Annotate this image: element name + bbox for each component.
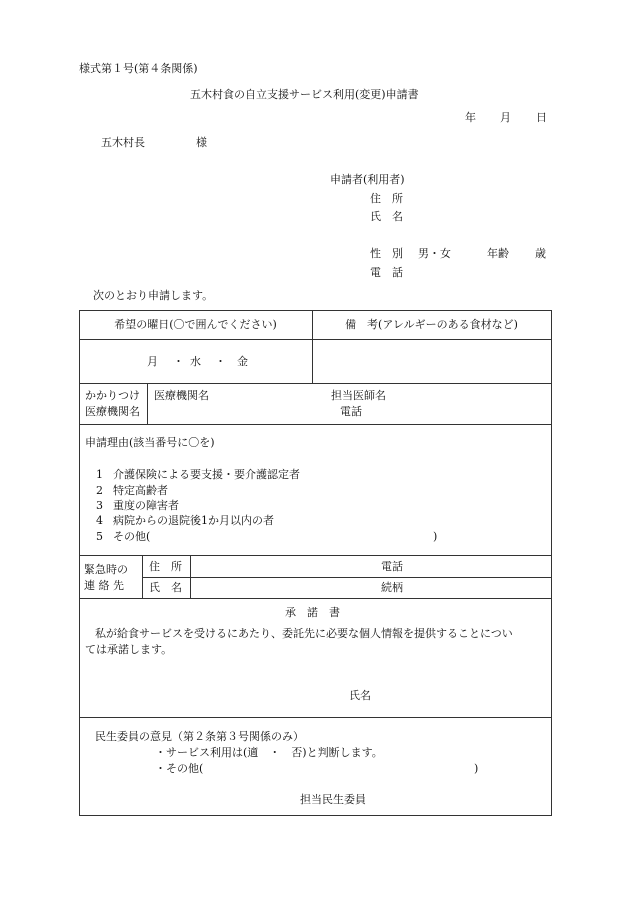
welfare-other-line: ・その他( <box>155 762 204 775</box>
applicant-age-unit: 歳 <box>535 247 546 260</box>
clinic-label-line2: 医療機関名 <box>85 405 140 418</box>
reason-text: 病院からの退院後1か月以内の者 <box>113 514 274 527</box>
welfare-heading: 民生委員の意見（第２条第３号関係のみ） <box>95 730 304 743</box>
clinic-institution-label: 医療機関名 <box>154 389 209 402</box>
applicant-gender-options: 男・女 <box>418 247 451 260</box>
emergency-relation-label: 続柄 <box>381 581 403 594</box>
addressee-honorific: 様 <box>196 136 207 149</box>
clinic-doctor-label: 担当医師名 <box>331 389 386 402</box>
clinic-phone-label: 電話 <box>340 405 362 418</box>
reason-text: その他( <box>113 530 151 543</box>
consent-text-line2: ては承諾します。 <box>85 643 173 656</box>
emergency-label-line1: 緊急時の <box>84 563 128 576</box>
reason-heading: 申請理由(該当番号に〇を) <box>85 436 215 449</box>
applicant-age-label: 年齢 <box>487 247 509 260</box>
consent-title: 承 諾 書 <box>285 606 340 619</box>
emergency-phone-label: 電話 <box>381 560 403 573</box>
applicant-address-label: 住 所 <box>370 192 403 205</box>
day-separator: ・ <box>215 355 226 368</box>
reason-text: 特定高齢者 <box>113 484 168 497</box>
clinic-label-line1: かかりつけ <box>85 389 140 402</box>
emergency-label-line2: 連 絡 先 <box>84 579 124 592</box>
date-year-label: 年 <box>465 111 476 124</box>
intro-text: 次のとおり申請します。 <box>93 289 214 302</box>
form-number: 様式第１号(第４条関係) <box>79 62 198 75</box>
welfare-signature-label: 担当民生委員 <box>300 793 366 806</box>
consent-text-line1: 私が給食サービスを受けるにあたり、委託先に必要な個人情報を提供することについ <box>95 627 513 640</box>
consent-name-label: 氏名 <box>349 689 371 702</box>
welfare-judgement-line: ・サービス利用は(適 ・ 否)と判断します。 <box>155 746 383 759</box>
reason-text: 介護保険による要支援・要介護認定者 <box>113 468 300 481</box>
reason-number: 1 <box>96 468 103 481</box>
applicant-phone-label: 電 話 <box>370 266 403 279</box>
day-monday: 月 <box>147 355 158 368</box>
applicant-gender-label: 性 別 <box>370 247 403 260</box>
day-separator: ・ <box>173 355 184 368</box>
applicant-heading: 申請者(利用者) <box>330 173 405 186</box>
emergency-address-label: 住 所 <box>149 560 182 573</box>
reason-other-close: ) <box>433 530 438 543</box>
days-header: 希望の曜日(〇で囲んでください) <box>114 318 277 331</box>
reason-text: 重度の障害者 <box>113 499 179 512</box>
addressee-name: 五木村長 <box>101 136 145 149</box>
reason-number: 4 <box>96 514 103 527</box>
reason-number: 3 <box>96 499 103 512</box>
day-friday: 金 <box>237 355 248 368</box>
date-month-label: 月 <box>500 111 511 124</box>
day-wednesday: 水 <box>190 355 201 368</box>
notes-header: 備 考(アレルギーのある食材など) <box>345 318 518 331</box>
reason-number: 2 <box>96 484 103 497</box>
date-day-label: 日 <box>536 111 547 124</box>
welfare-other-close: ) <box>474 762 479 775</box>
document-title: 五木村食の自立支援サービス利用(変更)申請書 <box>190 88 419 101</box>
applicant-name-label: 氏 名 <box>370 210 403 223</box>
reason-number: 5 <box>96 530 103 543</box>
emergency-name-label: 氏 名 <box>149 581 182 594</box>
